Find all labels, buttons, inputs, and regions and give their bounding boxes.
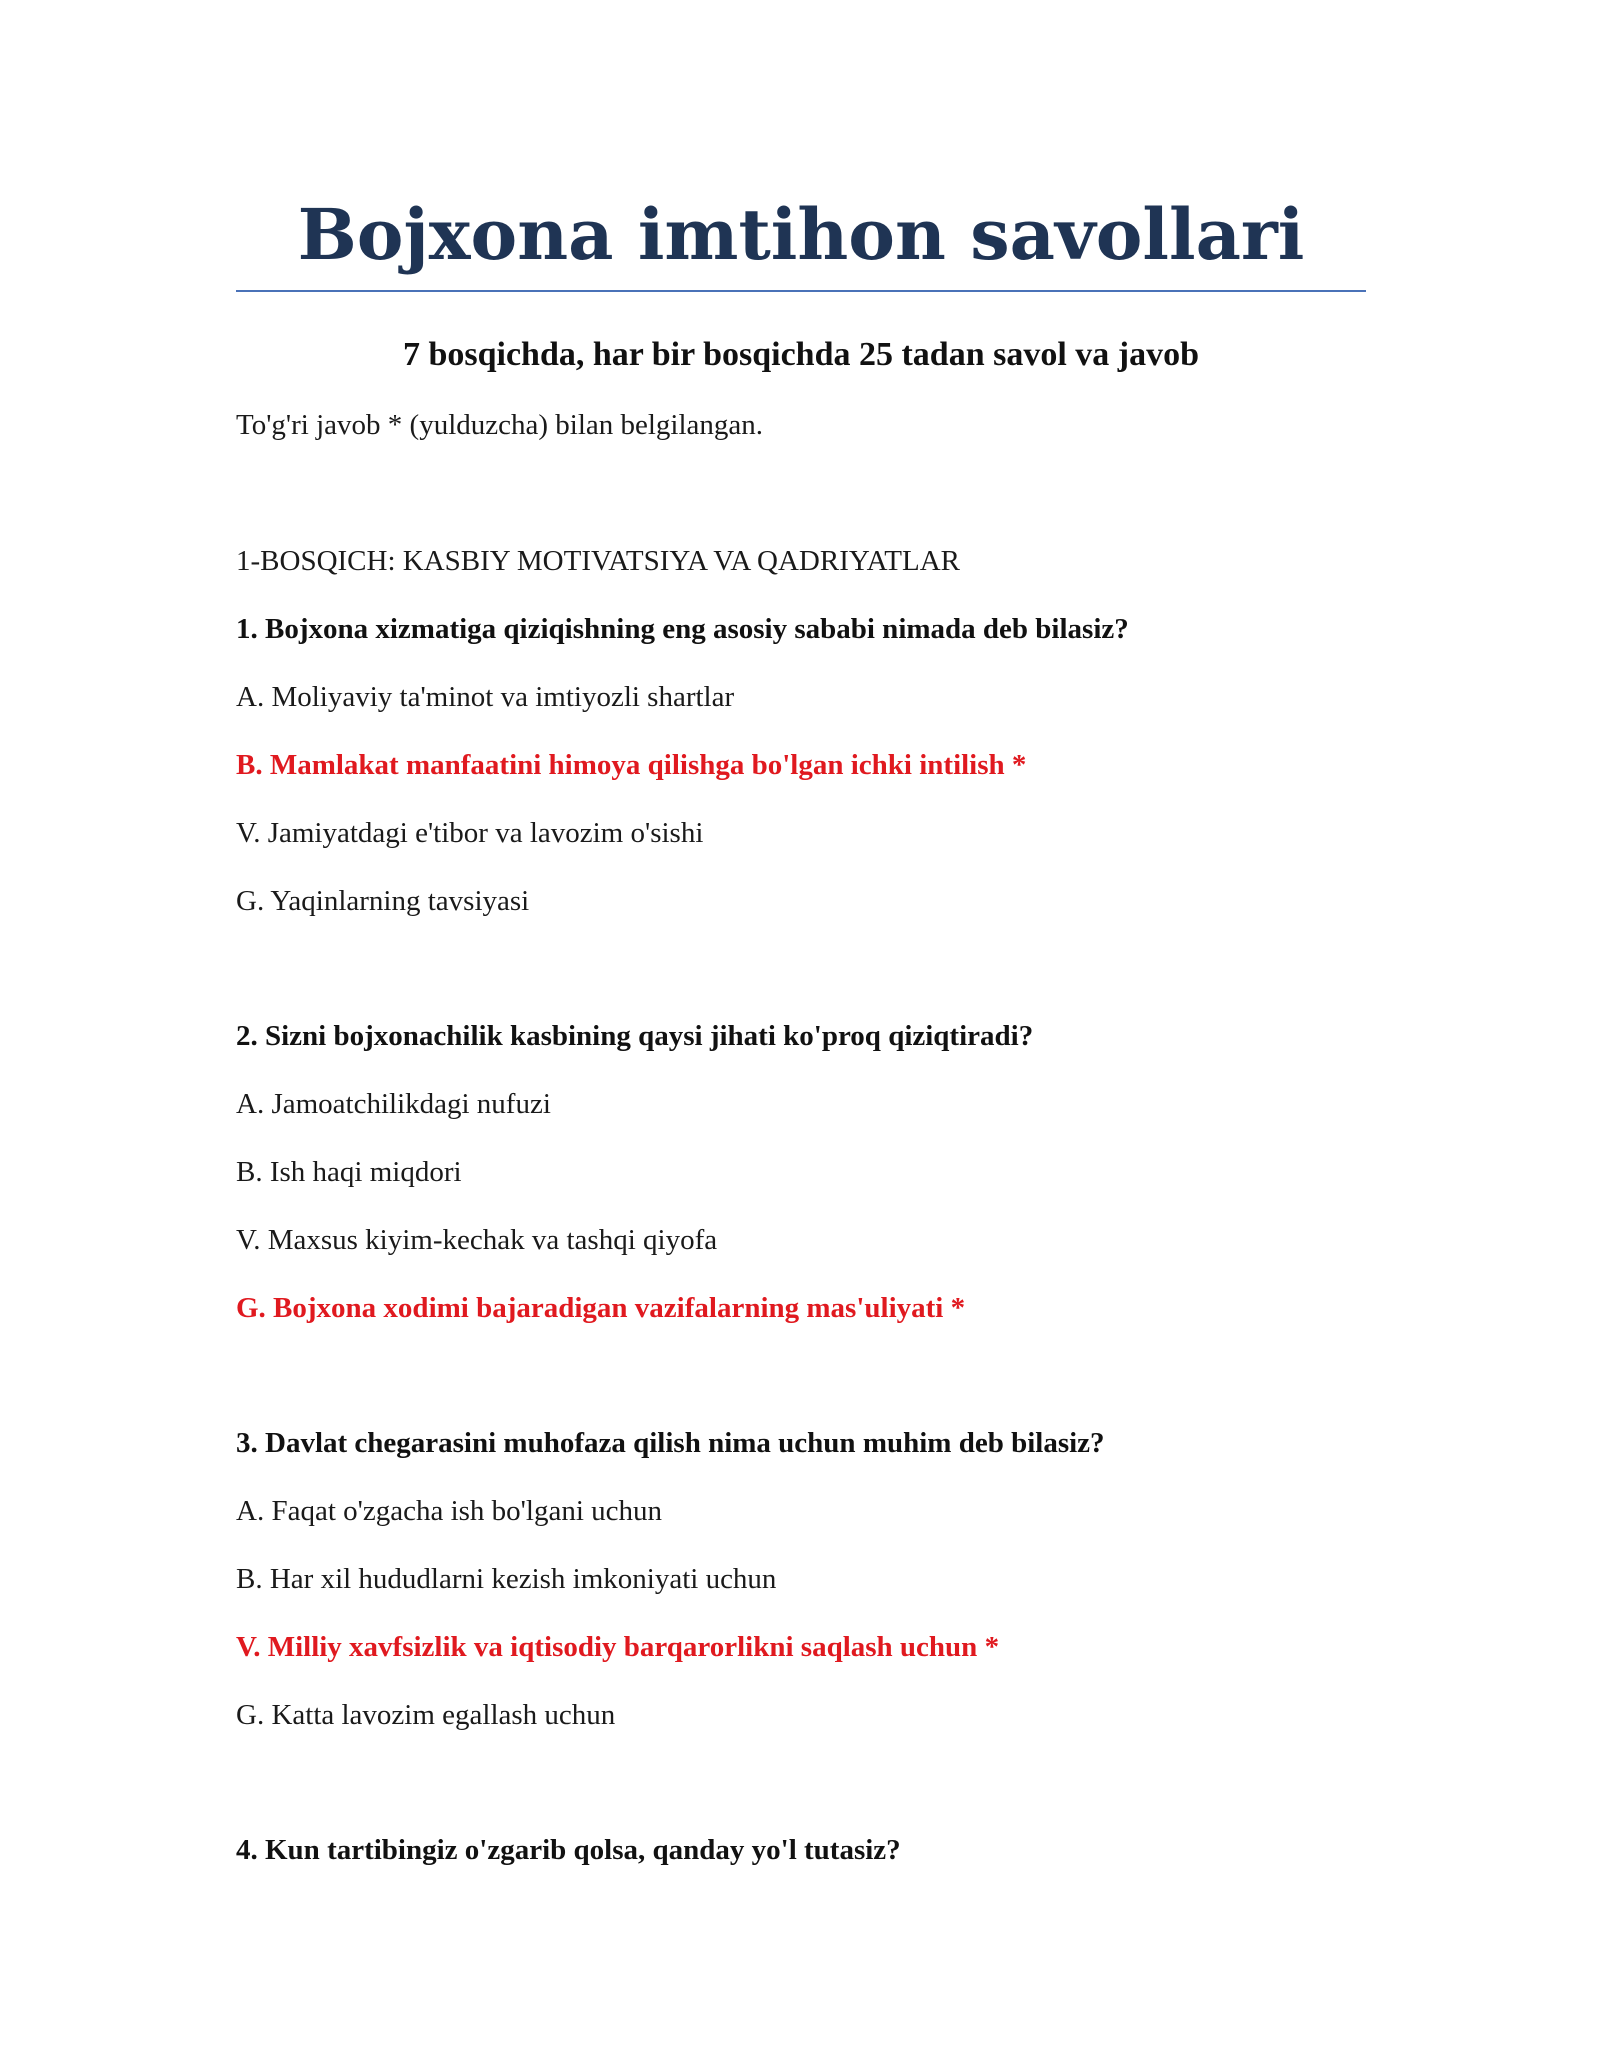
document-title: Bojxona imtihon savollari: [297, 193, 1305, 276]
section-title: 1-BOSQICH: KASBIY MOTIVATSIYA VA QADRIYATLAR: [236, 545, 961, 577]
title-divider: [236, 290, 1366, 292]
question-1: 1. Bojxona xizmatiga qiziqishning eng asosiy sababi nimada deb bilasiz?: [236, 613, 1129, 645]
question-2-option-v: V. Maxsus kiyim-kechak va tashqi qiyofa: [236, 1224, 718, 1256]
question-3-option-g: G. Katta lavozim egallash uchun: [236, 1699, 616, 1731]
question-3-option-v-correct: V. Milliy xavfsizlik va iqtisodiy barqarorlikni saqlash uchun *: [236, 1631, 1000, 1663]
question-3-option-a: A. Faqat o'zgacha ish bo'lgani uchun: [236, 1495, 663, 1527]
question-3: 3. Davlat chegarasini muhofaza qilish nima uchun muhim deb bilasiz?: [236, 1427, 1105, 1459]
question-3-option-b: B. Har xil hududlarni kezish imkoniyati uchun: [236, 1563, 777, 1595]
question-2-option-g-correct: G. Bojxona xodimi bajaradigan vazifalarning mas'uliyati *: [236, 1292, 966, 1324]
question-2: 2. Sizni bojxonachilik kasbining qaysi jihati ko'proq qiziqtiradi?: [236, 1020, 1034, 1052]
question-2-option-a: A. Jamoatchilikdagi nufuzi: [236, 1088, 551, 1120]
answer-key-note: To'g'ri javob * (yulduzcha) bilan belgilangan.: [236, 409, 764, 441]
question-1-option-b-correct: B. Mamlakat manfaatini himoya qilishga bo'lgan ichki intilish *: [236, 749, 1027, 781]
question-1-option-v: V. Jamiyatdagi e'tibor va lavozim o'sishi: [236, 817, 704, 849]
question-2-option-b: B. Ish haqi miqdori: [236, 1156, 462, 1188]
question-4: 4. Kun tartibingiz o'zgarib qolsa, qanday yo'l tutasiz?: [236, 1834, 901, 1866]
question-1-option-a: A. Moliyaviy ta'minot va imtiyozli shartlar: [236, 681, 735, 713]
document-subtitle: 7 bosqichda, har bir bosqichda 25 tadan savol va javob: [402, 336, 1200, 373]
question-1-option-g: G. Yaqinlarning tavsiyasi: [236, 885, 530, 917]
